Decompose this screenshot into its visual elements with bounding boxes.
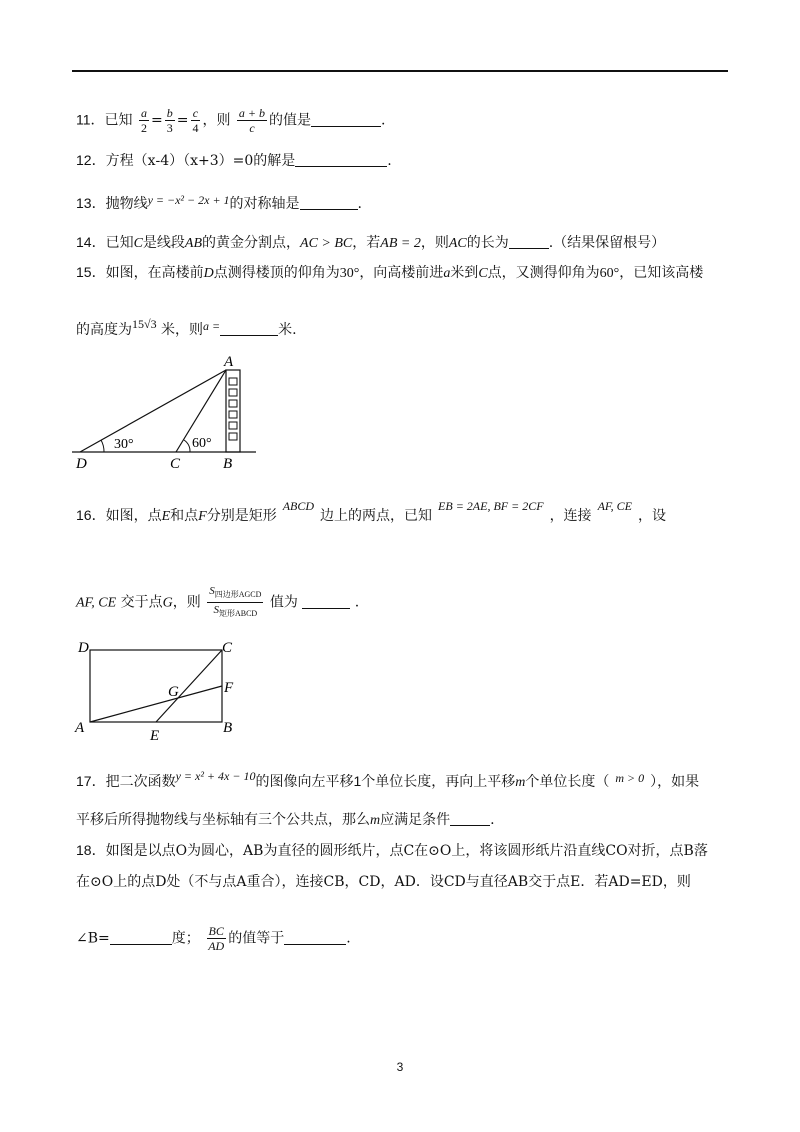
answer-blank-15[interactable] <box>220 321 278 336</box>
window <box>229 389 237 396</box>
window <box>229 400 237 407</box>
area-ratio-fraction: $\frac{S_{四边形AGCD}}{S_{矩形ABCD}}$ <box>209 585 262 619</box>
figure-15-building <box>70 348 270 472</box>
label-B: B <box>223 456 233 472</box>
label-angle-30: 30° <box>114 437 134 452</box>
question-14: 14．已知C是线段AB的黄金分割点，AC > BC，若AB = 2，则AC的长为 .（结果保留根号） <box>76 234 666 251</box>
fraction-a-2: $\frac{a}{2}$ <box>141 106 147 135</box>
question-18: 18．如图是以点O为圆心，AB为直径的圆形纸片，点C在⊙O上，将该圆形纸片沿直线CO对折，点B落 <box>76 842 708 859</box>
fraction-c-4: $\frac{c}{4}$ <box>192 106 199 135</box>
window <box>229 378 237 385</box>
answer-blank-11[interactable] <box>311 112 381 127</box>
answer-blank-16[interactable] <box>302 594 350 609</box>
label-C: C <box>170 456 181 472</box>
label-B: B <box>223 720 233 736</box>
angle-arc-30 <box>101 440 104 452</box>
window <box>229 411 237 418</box>
window <box>229 433 237 440</box>
question-11: 11．已知 $\frac{a}{2}$ = $\frac{b}{3}$ = $\frac{c}{4}$ ，则 $\frac{a + b}{c}$ 的值是 . <box>76 106 386 135</box>
page-number: 3 <box>396 1060 404 1074</box>
answer-blank-18b[interactable] <box>284 930 346 945</box>
question-15-line-2: 的高度为15√3 米，则a = 米. <box>76 317 297 338</box>
angle-arc-60 <box>184 440 190 452</box>
question-18-line-3: ∠B= 度； $\frac{BC}{AD}$ 的值等于 . <box>76 924 351 953</box>
label-F: F <box>224 680 234 696</box>
fraction-a-plus-b-over-c: $\frac{a + b}{c}$ <box>238 106 266 135</box>
question-13: 13．抛物线y = −x² − 2x + 1的对称轴是 . <box>76 193 362 212</box>
label-E: E <box>150 728 160 744</box>
label-A: A <box>224 354 234 370</box>
answer-blank-13[interactable] <box>300 195 358 210</box>
label-angle-60: 60° <box>192 436 212 451</box>
figure-16-rectangle <box>70 636 250 744</box>
answer-blank-18a[interactable] <box>110 930 172 945</box>
question-17-line-2: 平移后所得抛物线与坐标轴有三个公共点，那么m应满足条件 . <box>76 812 495 828</box>
label-D: D <box>78 640 89 656</box>
segment-AF <box>90 686 222 722</box>
answer-blank-12[interactable] <box>295 152 387 167</box>
fraction-BC-over-AD: $\frac{BC}{AD}$ <box>208 924 225 953</box>
label-C: C <box>222 640 233 656</box>
label-A: A <box>75 720 85 736</box>
question-18-line-2: 在⊙O上的点D处（不与点A重合），连接CB，CD，AD．设CD与直径AB交于点E．若AD=ED，则 <box>76 874 691 890</box>
label-D: D <box>76 456 87 472</box>
segment-CE <box>156 650 222 722</box>
question-12: 12．方程（x‐4）（x+3）=0的解是 . <box>76 152 392 169</box>
fraction-b-3: $\frac{b}{3}$ <box>166 106 173 135</box>
question-15: 15．如图，在高楼前D点测得楼顶的仰角为30°，向高楼前进a米到C点，又测得仰角为60°，已知该高楼 <box>76 264 704 281</box>
question-16: 16．如图，点E和点F分别是矩形ABCD边上的两点，已知EB = 2AE, BF = 2CF，连接AF, CE，设 <box>76 499 667 524</box>
header-rule <box>72 70 728 72</box>
answer-blank-17[interactable] <box>450 811 490 826</box>
question-16-line-2: AF, CE 交于点G，则 $\frac{S_{四边形AGCD}}{S_{矩形ABCD}}$ 值为 . <box>76 584 359 621</box>
window <box>229 422 237 429</box>
label-G: G <box>168 684 179 700</box>
answer-blank-14[interactable] <box>509 234 549 249</box>
question-17: 17．把二次函数y = x² + 4x − 10的图像向左平移1个单位长度，再向上平移m个单位长度（ m > 0 ），如果 <box>76 769 700 790</box>
rectangle-ABCD <box>90 650 222 722</box>
